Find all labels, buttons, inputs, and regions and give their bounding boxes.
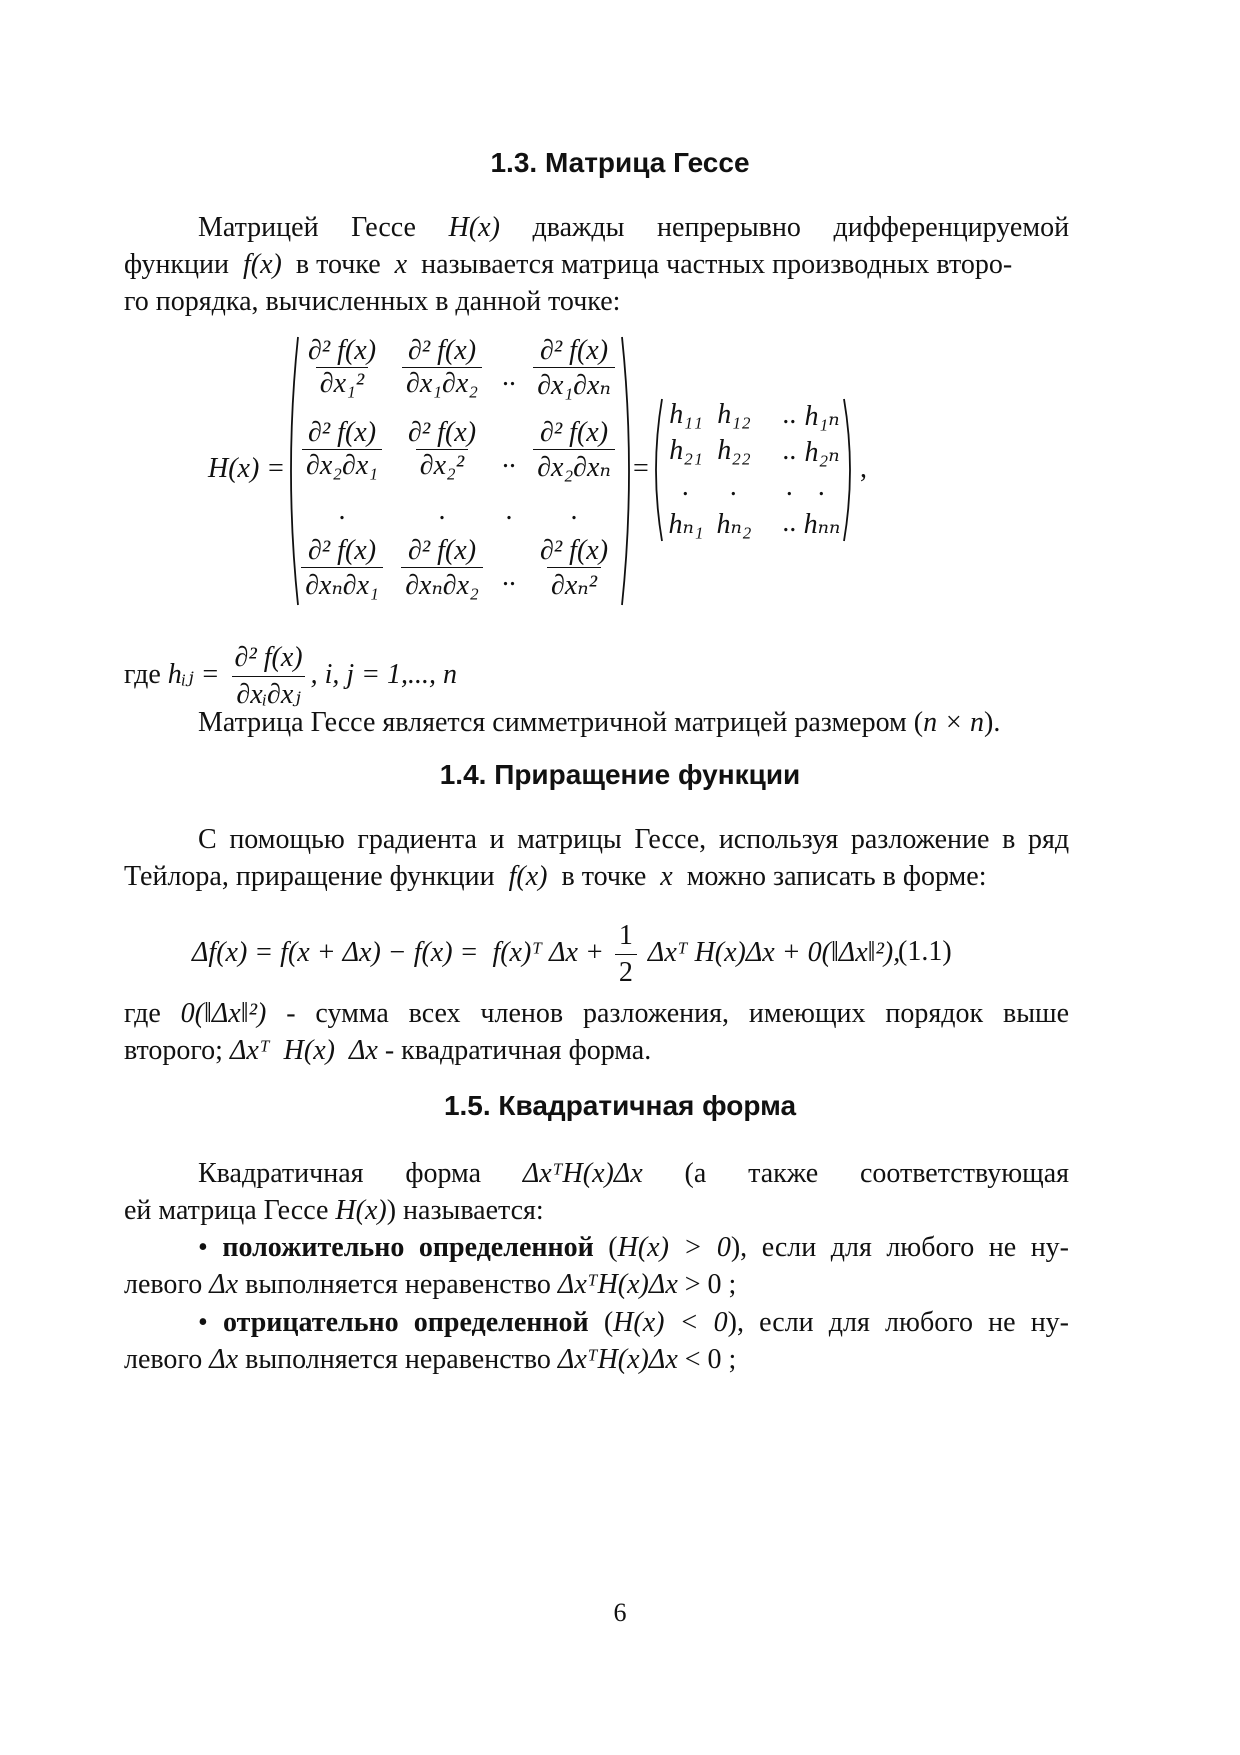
section-heading-1-4: 1.4. Приращение функции <box>439 759 801 790</box>
text-word: дважды <box>532 212 625 243</box>
matrix-entry <box>528 417 620 484</box>
bullet-positive-definite: • положительно определенной (H(x) > 0), если для любого не ну- <box>198 1232 1070 1263</box>
page-number: 6 <box>613 1598 627 1627</box>
text-word: в <box>1002 824 1016 855</box>
text-word: (а <box>684 1158 707 1189</box>
paragraph-line <box>124 996 1069 1032</box>
text-fragment: Тейлора, приращение функции <box>124 861 495 892</box>
h-matrix-entry: .. <box>783 507 797 538</box>
paragraph-line <box>124 859 1069 895</box>
paragraph-line: го порядка, вычисленных в данной точке: <box>124 286 621 317</box>
h-matrix-entry: h₂₁ <box>669 435 703 466</box>
equals-sign: = <box>633 453 649 484</box>
math-x: x <box>660 861 673 892</box>
text-fragment: где <box>124 658 161 690</box>
matrix-entry: . <box>338 495 346 526</box>
text-word: С <box>198 824 217 855</box>
matrix-entry: .. <box>502 443 516 474</box>
math-H: H(x) <box>335 1195 387 1226</box>
fraction-numerator: ∂² f(x) <box>539 535 609 566</box>
bullet-marker: • <box>198 1307 208 1338</box>
hessian-formula <box>200 335 1100 615</box>
fraction-numerator: ∂² f(x) <box>407 335 477 366</box>
text-word: используя <box>718 824 839 855</box>
text-fragment: - квадратичная форма. <box>384 1035 652 1066</box>
matrix-entry: . <box>570 495 578 526</box>
matrix-entry: . <box>438 495 446 526</box>
hij-definition <box>124 640 1069 710</box>
h-matrix-entry: .. <box>783 435 797 466</box>
h-matrix-entry: hₙ₂ <box>716 509 752 540</box>
h-matrix-entry: h₁₂ <box>717 399 751 430</box>
fraction-numerator: ∂² f(x) <box>307 417 377 448</box>
bullet-negative-definite: • отрицательно определенной (H(x) < 0), если для любого не ну- <box>198 1307 1070 1338</box>
math-quadratic-form: ΔxᵀH(x)Δx <box>557 1269 678 1300</box>
h-matrix <box>662 397 842 543</box>
text-fragment: в точке <box>561 861 647 892</box>
math-inequality: < 0 ; <box>684 1344 737 1375</box>
text-word: и <box>489 824 505 855</box>
fraction-numerator: ∂² f(x) <box>539 417 609 448</box>
h-matrix-entry: . <box>682 471 690 502</box>
text-fragment: выполняется неравенство <box>245 1269 551 1300</box>
matrix-entry: .. <box>502 361 516 392</box>
hessian-matrix <box>296 335 626 607</box>
math-quadratic-form: ΔxᵀH(x)Δx <box>557 1344 678 1375</box>
fraction-numerator: ∂² f(x) <box>539 335 609 366</box>
fraction-denominator: ∂x₁² <box>316 367 368 400</box>
h-matrix-entry: . <box>818 471 826 502</box>
text-word: Квадратичная <box>198 1158 364 1189</box>
right-paren <box>840 397 858 543</box>
h-matrix-entry: hₙ₁ <box>668 509 704 540</box>
math-inequality: > 0 ; <box>684 1269 737 1300</box>
text-fragment: ) называется: <box>386 1195 544 1226</box>
fraction-numerator: ∂² f(x) <box>407 535 477 566</box>
text-word: соответствующая <box>859 1158 1070 1189</box>
text-fragment: второго; <box>124 1035 223 1066</box>
fraction-denominator: ∂xₙ∂x₂ <box>401 567 483 602</box>
half-fraction <box>615 918 637 991</box>
paragraph-line <box>198 705 1069 741</box>
math-condition: H(x) < 0 <box>613 1307 728 1338</box>
h-matrix-entry: hₙₙ <box>803 509 841 540</box>
text-fragment: ), если для любого не ну- <box>727 1307 1070 1338</box>
matrix-entry <box>296 535 388 602</box>
text-word: градиента <box>357 824 477 855</box>
paragraph-line <box>198 822 1069 858</box>
math-f: f(x) <box>508 861 548 892</box>
bullet-marker: • <box>198 1232 208 1263</box>
fraction-denominator: ∂xₙ∂x₁ <box>301 567 383 602</box>
taylor-term-gradient: f(x)ᵀ Δx + <box>492 936 604 968</box>
paragraph-line <box>124 1033 1069 1069</box>
text-word: дифференцируемой <box>833 212 1070 243</box>
text-word: непрерывно <box>657 212 801 243</box>
math-quadratic-form: Δxᵀ H(x) Δx <box>229 1035 378 1066</box>
paragraph-line <box>198 210 1069 246</box>
math-index-range: , i, j = 1,..., n <box>310 658 458 690</box>
matrix-entry: . <box>505 495 513 526</box>
section-heading-1-5: 1.5. Квадратичная форма <box>443 1090 797 1121</box>
math-o-term: 0(‖Δx‖²) <box>180 998 267 1029</box>
text-fragment: ). <box>984 707 1001 738</box>
fraction-denominator: 2 <box>615 954 637 991</box>
text-word: Гессе, <box>634 824 707 855</box>
matrix-entry <box>528 335 620 402</box>
math-hij: hᵢⱼ = <box>167 658 220 690</box>
math-condition: H(x) > 0 <box>617 1232 731 1263</box>
text-word: Гессе <box>351 212 416 243</box>
taylor-term-hessian: Δxᵀ H(x)Δx + 0(‖Δx‖²), <box>647 936 901 968</box>
paragraph-line <box>124 1342 1069 1378</box>
paragraph-line <box>198 1156 1069 1192</box>
hij-fraction <box>231 640 307 713</box>
text-fragment: в точке <box>295 249 381 280</box>
fraction-denominator: ∂xᵢ∂xⱼ <box>232 676 304 713</box>
fraction-denominator: ∂x₂∂xₙ <box>533 449 615 484</box>
fraction-denominator: ∂x₂∂x₁ <box>302 449 382 482</box>
fraction-denominator: ∂x₁∂xₙ <box>533 367 615 402</box>
text-fragment: левого <box>124 1269 203 1300</box>
matrix-entry <box>396 535 488 602</box>
math-f: f(x) <box>243 249 282 280</box>
h-matrix-entry: h₁₁ <box>669 399 703 430</box>
math-dx: Δx <box>209 1344 239 1375</box>
text-fragment: можно записать в форме: <box>686 861 987 892</box>
h-matrix-entry: h₂ₙ <box>804 437 840 468</box>
text-word: также <box>748 1158 819 1189</box>
matrix-entry <box>396 335 488 400</box>
math-dx: Δx <box>209 1269 239 1300</box>
matrix-entry <box>296 417 388 482</box>
math-x: x <box>394 249 408 280</box>
comma: , <box>860 453 867 484</box>
matrix-entry: .. <box>502 561 516 592</box>
text-fragment: называется матрица частных производных второ- <box>421 249 1013 280</box>
math-H: H(x) <box>448 212 500 243</box>
paragraph-line <box>124 247 1069 283</box>
h-matrix-entry: h₂₂ <box>717 435 751 466</box>
text-fragment: Матрица Гессе является симметричной матрицей размером ( <box>198 707 924 738</box>
h-matrix-entry: . <box>786 471 794 502</box>
h-matrix-entry: h₁ₙ <box>804 401 840 432</box>
text-fragment: левого <box>124 1344 203 1375</box>
text-word: форма <box>405 1158 482 1189</box>
text-word: помощью <box>229 824 345 855</box>
hessian-lhs: H(x) = <box>208 453 286 484</box>
text-fragment: выполняется неравенство <box>245 1344 551 1375</box>
text-fragment: - сумма всех членов разложения, имеющих порядок выше <box>286 998 1070 1029</box>
bold-term: отрицательно определенной <box>222 1307 589 1338</box>
text-word: матрицы <box>517 824 622 855</box>
fraction-denominator: ∂x₂² <box>416 449 468 482</box>
h-matrix-entry: .. <box>783 399 797 430</box>
fraction-numerator: ∂² f(x) <box>307 535 377 566</box>
section-heading-1-3: 1.3. Матрица Гессе <box>490 147 750 178</box>
bold-term: положительно определенной <box>222 1232 594 1263</box>
math-quadratic-form: ΔxᵀH(x)Δx <box>522 1158 643 1189</box>
text-fragment: ей матрица Гессе <box>124 1195 329 1226</box>
matrix-entry <box>396 417 488 482</box>
paragraph-line <box>124 1267 1069 1303</box>
text-word: разложение <box>850 824 990 855</box>
fraction-numerator: 1 <box>618 920 633 951</box>
matrix-entry <box>296 335 388 400</box>
text-word: ряд <box>1027 824 1070 855</box>
paragraph-line <box>124 1193 1069 1229</box>
text-word: Матрицей <box>198 212 319 243</box>
fraction-numerator: ∂² f(x) <box>234 642 303 673</box>
taylor-lhs: Δf(x) = f(x + Δx) − f(x) = <box>192 936 479 968</box>
fraction-numerator: ∂² f(x) <box>307 335 377 366</box>
fraction-numerator: ∂² f(x) <box>407 417 477 448</box>
equation-number: (1.1) <box>898 936 952 967</box>
fraction-denominator: ∂xₙ² <box>547 567 601 602</box>
text-fragment: функции <box>124 249 229 280</box>
text-fragment: ), если для любого не ну- <box>730 1232 1070 1263</box>
h-matrix-entry: . <box>730 471 738 502</box>
text-fragment: где <box>124 998 161 1029</box>
matrix-entry <box>528 535 620 602</box>
math-size: n × n <box>923 707 985 738</box>
fraction-denominator: ∂x₁∂x₂ <box>402 367 482 400</box>
